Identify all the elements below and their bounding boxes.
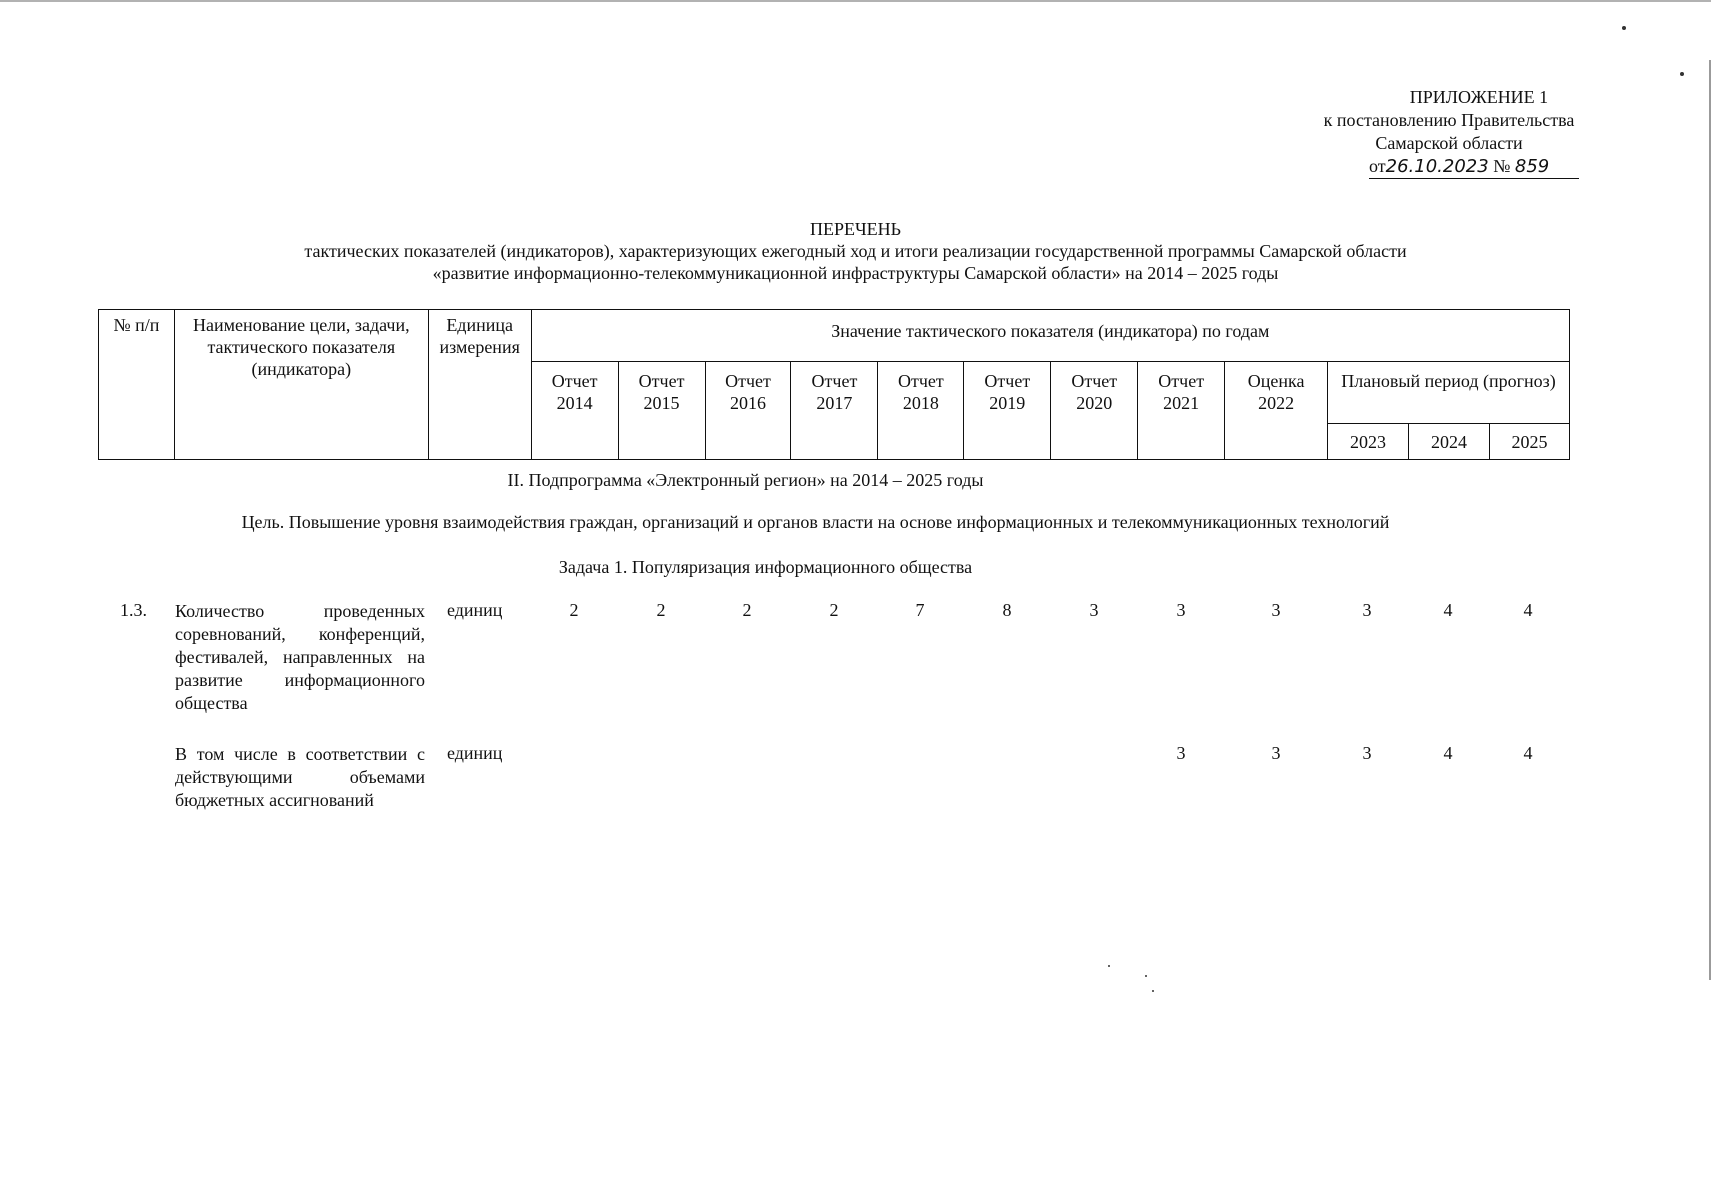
header-year-cell: Отчет 2020	[1051, 362, 1138, 460]
row-number: 1.3.	[120, 600, 147, 620]
row-value: 2	[656, 600, 666, 620]
row-value: 3	[1089, 600, 1099, 620]
appendix-line-3: Самарской области	[1375, 133, 1523, 153]
row-value: 7	[915, 600, 925, 620]
row-value: 2	[829, 600, 839, 620]
header-plan-year: 2024	[1409, 424, 1490, 460]
header-year-cell: Отчет 2017	[791, 362, 878, 460]
header-year-cell: Отчет 2021	[1138, 362, 1225, 460]
header-year-cell: Отчет 2016	[705, 362, 791, 460]
appendix-date-line	[1369, 155, 1579, 179]
row-unit: единиц	[447, 743, 503, 763]
document-title	[0, 218, 1711, 284]
row-unit: единиц	[447, 600, 503, 620]
scan-edge-top	[0, 0, 1711, 2]
row-value: 2	[569, 600, 579, 620]
date-prefix: от	[1369, 156, 1386, 176]
number-value: 859	[1514, 156, 1550, 177]
header-col-num: № п/п	[99, 310, 175, 460]
title-subtitle-line-2: «развитие информационно-телекоммуникационной инфраструктуры Самарской области» на 2014 – 2025 годы	[432, 263, 1279, 283]
row-value: 4	[1523, 600, 1533, 620]
header-col-unit: Единица измерения	[428, 310, 531, 460]
appendix-line-2: к постановлению Правительства	[1323, 110, 1575, 130]
header-year-cell: Отчет 2015	[618, 362, 705, 460]
scan-speck	[1152, 990, 1154, 992]
scan-speck	[1145, 975, 1147, 977]
task-heading: Задача 1. Популяризация информационного общества	[558, 557, 973, 577]
row-value: 4	[1523, 743, 1533, 763]
subprogram-heading: II. Подпрограмма «Электронный регион» на 2014 – 2025 годы	[507, 470, 984, 490]
number-prefix: №	[1493, 156, 1511, 176]
title-subtitle-line-1: тактических показателей (индикаторов), характеризующих ежегодный ход и итоги реализации государственной программы Самарской области	[304, 241, 1407, 261]
row-value: 2	[742, 600, 752, 620]
goal-heading: Цель. Повышение уровня взаимодействия граждан, организаций и органов власти на основе информационных и телекоммуникационных технологий	[241, 512, 1390, 532]
row-value: 3	[1362, 600, 1372, 620]
row-value: 3	[1176, 743, 1186, 763]
header-plan-year: 2023	[1328, 424, 1409, 460]
row-value: 8	[1002, 600, 1012, 620]
header-year-cell: Отчет 2018	[878, 362, 964, 460]
header-year-cell: Отчет 2019	[964, 362, 1051, 460]
appendix-block	[1299, 86, 1599, 179]
row-value: 3	[1271, 743, 1281, 763]
row-value: 4	[1443, 600, 1453, 620]
row-value: 3	[1362, 743, 1372, 763]
row-value: 3	[1271, 600, 1281, 620]
row-value: 3	[1176, 600, 1186, 620]
header-plan-period: Плановый период (прогноз)	[1328, 362, 1570, 424]
scan-speck	[1680, 72, 1684, 76]
row-indicator-name: Количество проведенных соревнований, конференций, фестивалей, направленных на развитие информационного общества	[175, 601, 425, 713]
header-plan-year: 2025	[1489, 424, 1569, 460]
row-value: 4	[1443, 743, 1453, 763]
date-value: 26.10.2023	[1385, 156, 1489, 177]
indicators-table-header	[98, 309, 1570, 460]
scan-speck	[1622, 26, 1626, 30]
header-col-name: Наименование цели, задачи, тактического показателя (индикатора)	[174, 310, 428, 460]
header-year-cell: Оценка 2022	[1225, 362, 1328, 460]
scan-speck	[1108, 965, 1110, 967]
appendix-title: ПРИЛОЖЕНИЕ 1	[1409, 87, 1549, 107]
row-indicator-name: В том числе в соответствии с действующими объемами бюджетных ассигнований	[175, 744, 425, 810]
header-col-values: Значение тактического показателя (индикатора) по годам	[531, 310, 1569, 362]
header-year-cell: Отчет 2014	[531, 362, 618, 460]
title-heading: ПЕРЕЧЕНЬ	[809, 219, 902, 239]
